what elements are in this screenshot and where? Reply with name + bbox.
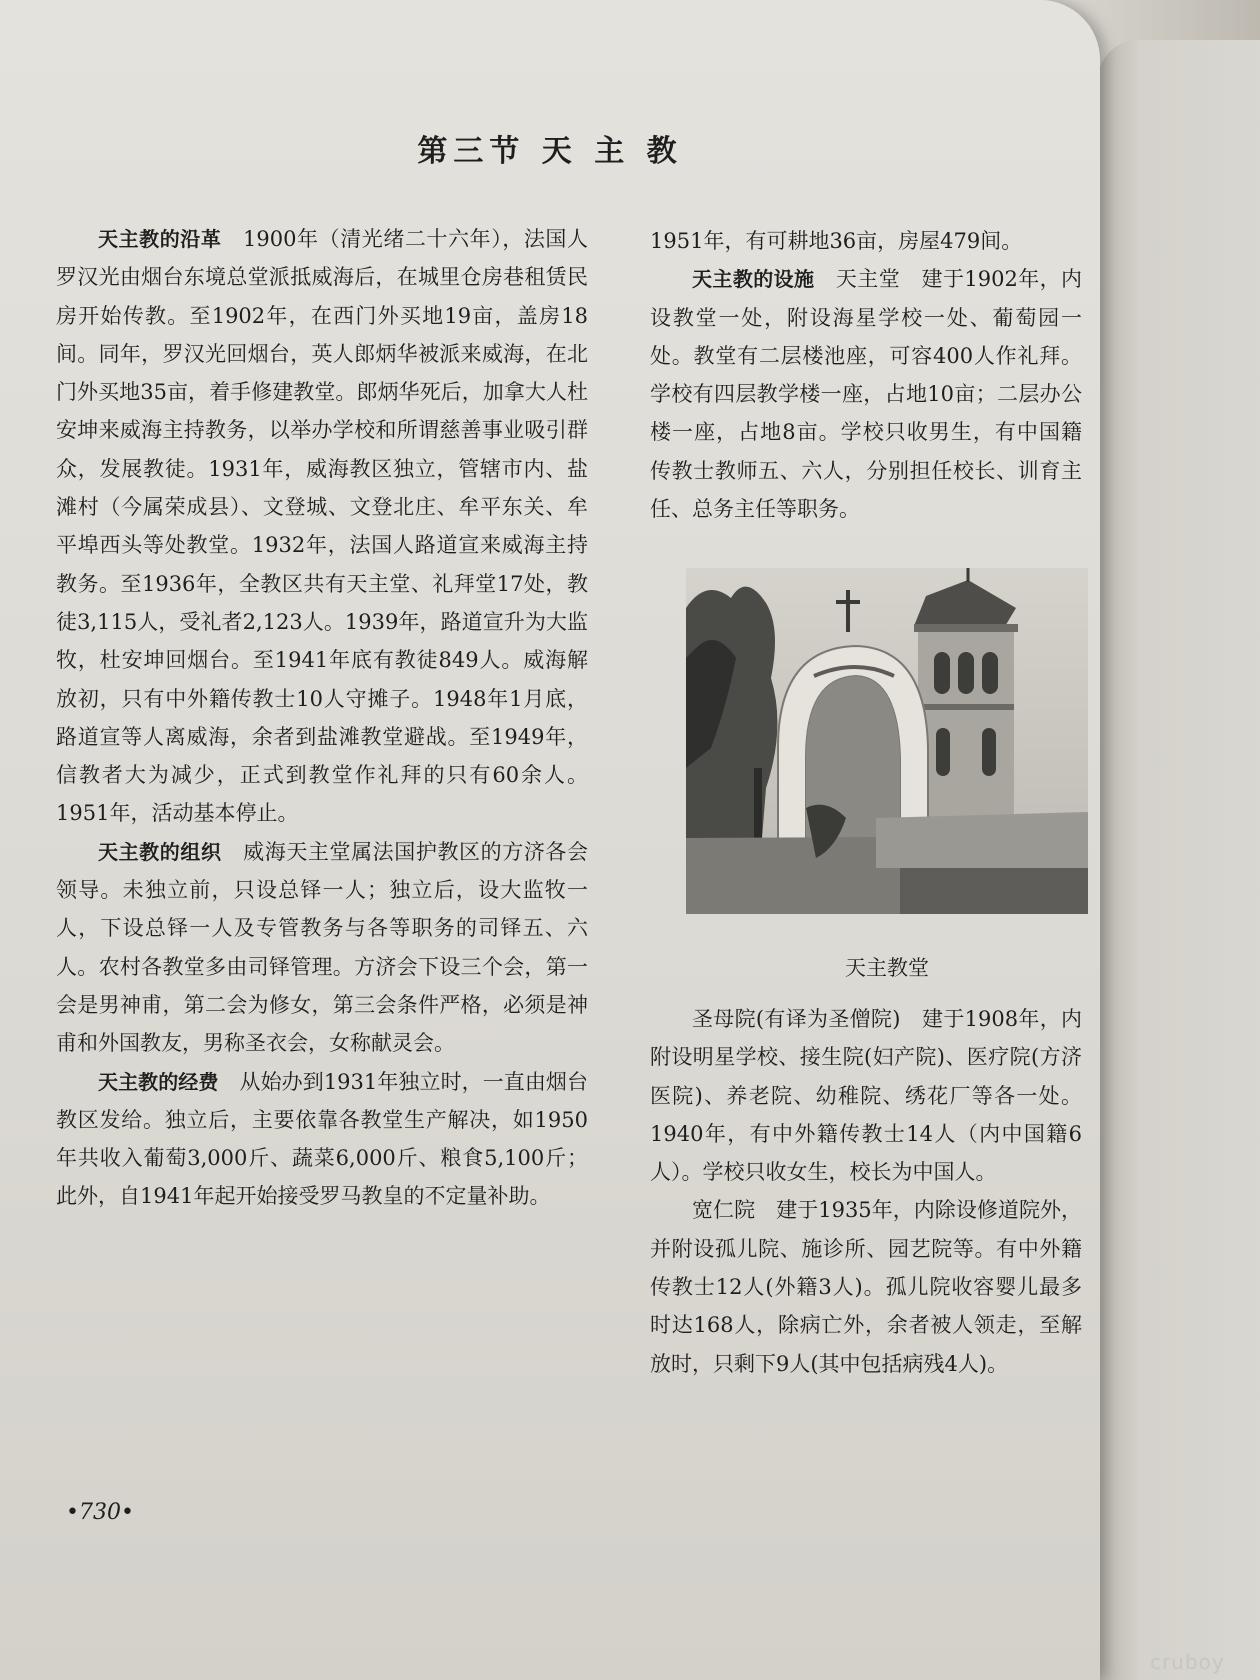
body-charity: 建于1935年，内除设修道院外，并附设孤儿院、施诊所、园艺院等。有中外籍传教士12人(外籍3人)。孤儿院收容婴儿最多时达168人，除病亡外，余者被人领走，至解放时，只剩下9人(其中包括病残4人)。 <box>650 1198 1083 1376</box>
body-organization: 威海天主堂属法国护教区的方济各会领导。未独立前，只设总铎一人；独立后，设大监牧一人，下设总铎一人及专管教务与各等职务的司铎五、六人。农村各教堂多由司铎管理。方济会下设三个会，第一会是男神甫，第二会为修女，第三会条件严格，必须是神甫和外国教友，男称圣衣会，女称献灵会。 <box>56 839 589 1056</box>
carry-over-line: 1951年，有可耕地36亩，房屋479间。 <box>650 229 1023 253</box>
body-cathedral: 建于1902年，内设教堂一处，附设海星学校一处、葡萄园一处。教堂有二层楼池座，可容400人作礼拜。学校有四层教学楼一座，占地10亩；二层办公楼一座，占地8亩。学校只收男生，有中国籍传教士教师五、六人，分别担任校长、训育主任、总务主任等职务。 <box>650 267 1083 522</box>
paragraph-organization <box>56 833 588 1063</box>
right-column-bottom <box>650 1000 1082 1383</box>
heading-facilities: 天主教的设施 <box>692 267 815 292</box>
paragraph-funding <box>56 1063 588 1216</box>
body-history: 1900年（清光绪二十六年），法国人罗汉光由烟台东境总堂派抵威海后，在城里仓房巷租赁民房开始传教。至1902年，在西门外买地19亩，盖房18间。同年，罗汉光回烟台，英人郎炳华被派来威海，在北门外买地35亩，着手修建教堂。郎炳华死后，加拿大人杜安坤来威海主持教务，以举办学校和所谓慈善事业吸引群众，发展教徒。1931年，威海教区独立，管辖市内、盐滩村（今属荣成县）、文登城、文登北庄、牟平东关、牟平埠西头等处教堂。1932年，法国人路道宣来威海主持教务。至1936年，全教区共有天主堂、礼拜堂17处，教徒3,115人，受礼者2,123人。1939年，路道宣升为大监牧，杜安坤回烟台。至1941年底有教徒849人。威海解放初，只有中外籍传教士10人守摊子。1948年1月底，路道宣等人离威海，余者到盐滩教堂避战。至1949年，信教者大为减少，正式到教堂作礼拜的只有60余人。1951年，活动基本停止。 <box>56 227 589 826</box>
photo-caption: 天主教堂 <box>845 956 929 980</box>
paragraph-history <box>56 220 588 833</box>
body-convent: 建于1908年，内附设明星学校、接生院(妇产院)、医疗院(方济医院)、养老院、幼稚院、绣花厂等各一处。1940年，有中外籍传教士14人（内中国籍6人）。学校只收女生，校长为中国人。 <box>650 1007 1082 1185</box>
paragraph-charity <box>650 1191 1082 1382</box>
heading-funding: 天主教的经费 <box>98 1069 219 1094</box>
subhead-cathedral: 天主堂 <box>835 267 901 292</box>
page-number: •730• <box>66 1500 134 1525</box>
subhead-convent: 圣母院(有译为圣僧院) <box>692 1007 901 1031</box>
church-illustration <box>686 568 1088 914</box>
church-photo <box>686 568 1088 914</box>
subhead-charity: 宽仁院 <box>692 1198 756 1223</box>
heading-history: 天主教的沿革 <box>98 227 222 251</box>
section-title: 第三节 天 主 教 <box>417 134 683 169</box>
left-column <box>56 220 588 1216</box>
next-page-edge <box>1098 40 1260 1680</box>
paragraph-convent <box>650 1000 1082 1191</box>
paragraph-facilities <box>650 260 1082 528</box>
heading-organization: 天主教的组织 <box>98 839 222 864</box>
right-column-top <box>650 222 1082 528</box>
body-funding: 从始办到1931年独立时，一直由烟台教区发给。独立后，主要依靠各教堂生产解决，如1950年共收入葡萄3,000斤、蔬菜6,000斤、粮食5,100斤；此外，自1941年起开始接受罗马教皇的不定量补助。 <box>56 1069 589 1209</box>
watermark-text: cruboy <box>1150 1650 1225 1674</box>
